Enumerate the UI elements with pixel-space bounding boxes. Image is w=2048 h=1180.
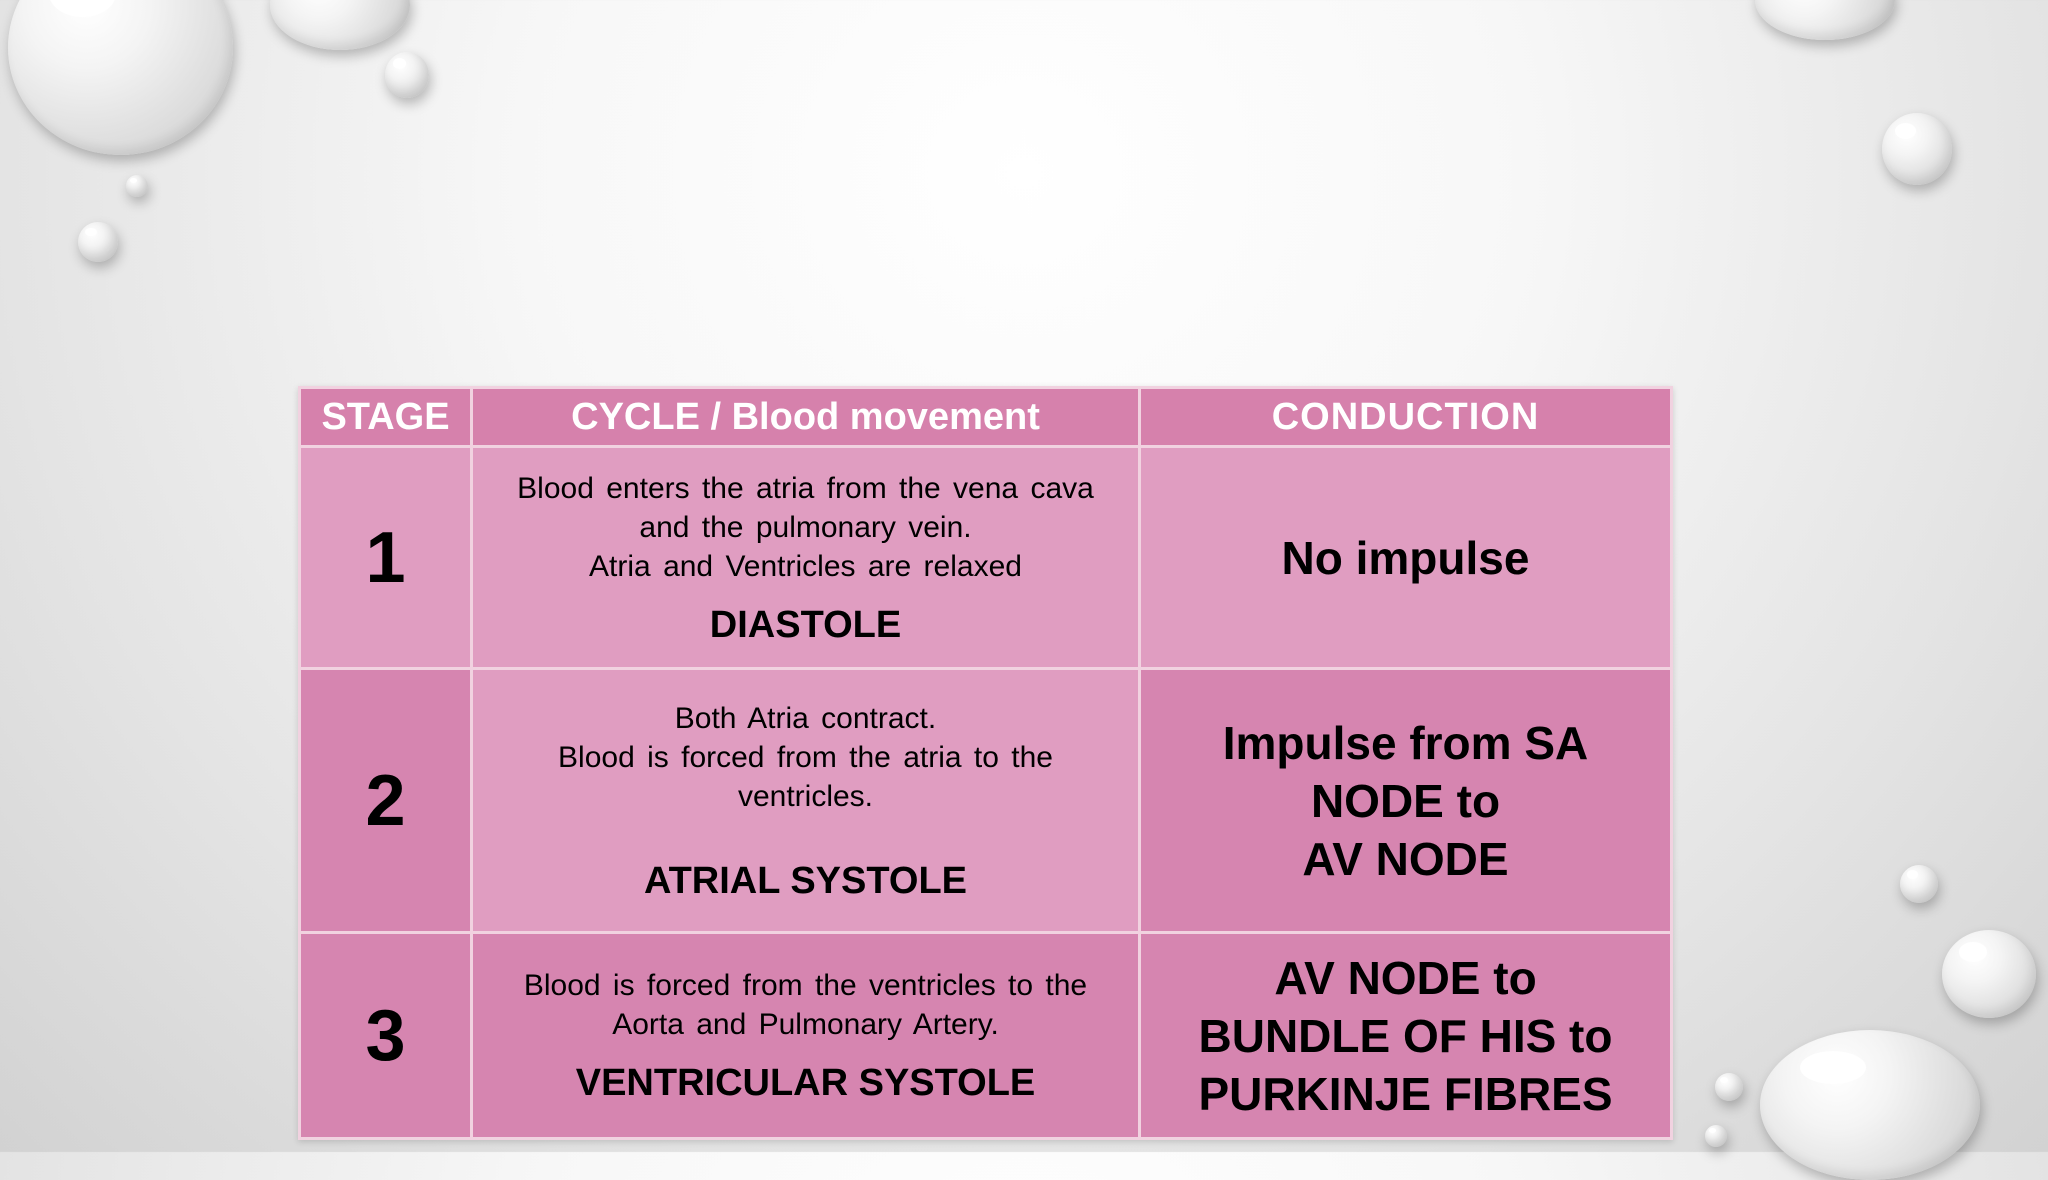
- conduction-text: No impulse: [1281, 531, 1530, 584]
- conduction-text: AV NODE to BUNDLE OF HIS to PURKINJE FIBRES: [1198, 951, 1613, 1120]
- phase-name: ATRIAL SYSTOLE: [643, 859, 968, 902]
- conduction-cell: [1140, 669, 1672, 933]
- conduction-cell: [1140, 447, 1672, 669]
- cycle-cell: [472, 447, 1140, 669]
- cycle-cell: [472, 933, 1140, 1139]
- water-drop-decoration: [1942, 930, 2036, 1018]
- header-stage: STAGE: [300, 388, 472, 447]
- water-drop-decoration: [1760, 1030, 1980, 1180]
- phase-name: DIASTOLE: [709, 603, 902, 646]
- phase-name: VENTRICULAR SYSTOLE: [575, 1062, 1036, 1104]
- blood-movement-text: Blood is forced from the ventricles to the Aorta and Pulmonary Artery.: [523, 969, 1088, 1041]
- water-drop-decoration: [126, 175, 148, 197]
- conduction-cell: [1140, 933, 1672, 1139]
- water-drop-decoration: [1882, 113, 1952, 185]
- cardiac-cycle-table: [298, 386, 1673, 1140]
- stage-number: 1: [300, 447, 472, 669]
- table-header-row: [300, 388, 1672, 447]
- stage-number: 2: [300, 669, 472, 933]
- water-drop-decoration: [1900, 865, 1938, 903]
- table-row: [300, 669, 1672, 933]
- water-drop-decoration: [385, 52, 429, 98]
- water-drop-decoration: [1705, 1125, 1727, 1147]
- table-row: [300, 933, 1672, 1139]
- water-drop-decoration: [78, 222, 118, 262]
- stage-number: 3: [300, 933, 472, 1139]
- cycle-cell: [472, 669, 1140, 933]
- water-drop-decoration: [1715, 1073, 1743, 1101]
- table-row: [300, 447, 1672, 669]
- water-drop-decoration: [8, 0, 233, 155]
- water-drop-decoration: [1755, 0, 1895, 40]
- header-cycle: CYCLE / Blood movement: [472, 388, 1140, 447]
- blood-movement-text: Both Atria contract. Blood is forced from the atria to the ventricles.: [558, 701, 1053, 813]
- header-conduction: CONDUCTION: [1140, 388, 1672, 447]
- water-drop-decoration: [270, 0, 410, 50]
- conduction-text: Impulse from SA NODE to AV NODE: [1222, 716, 1589, 885]
- blood-movement-text: Blood enters the atria from the vena cava and the pulmonary vein. Atria and Ventricles are relaxed: [517, 471, 1094, 583]
